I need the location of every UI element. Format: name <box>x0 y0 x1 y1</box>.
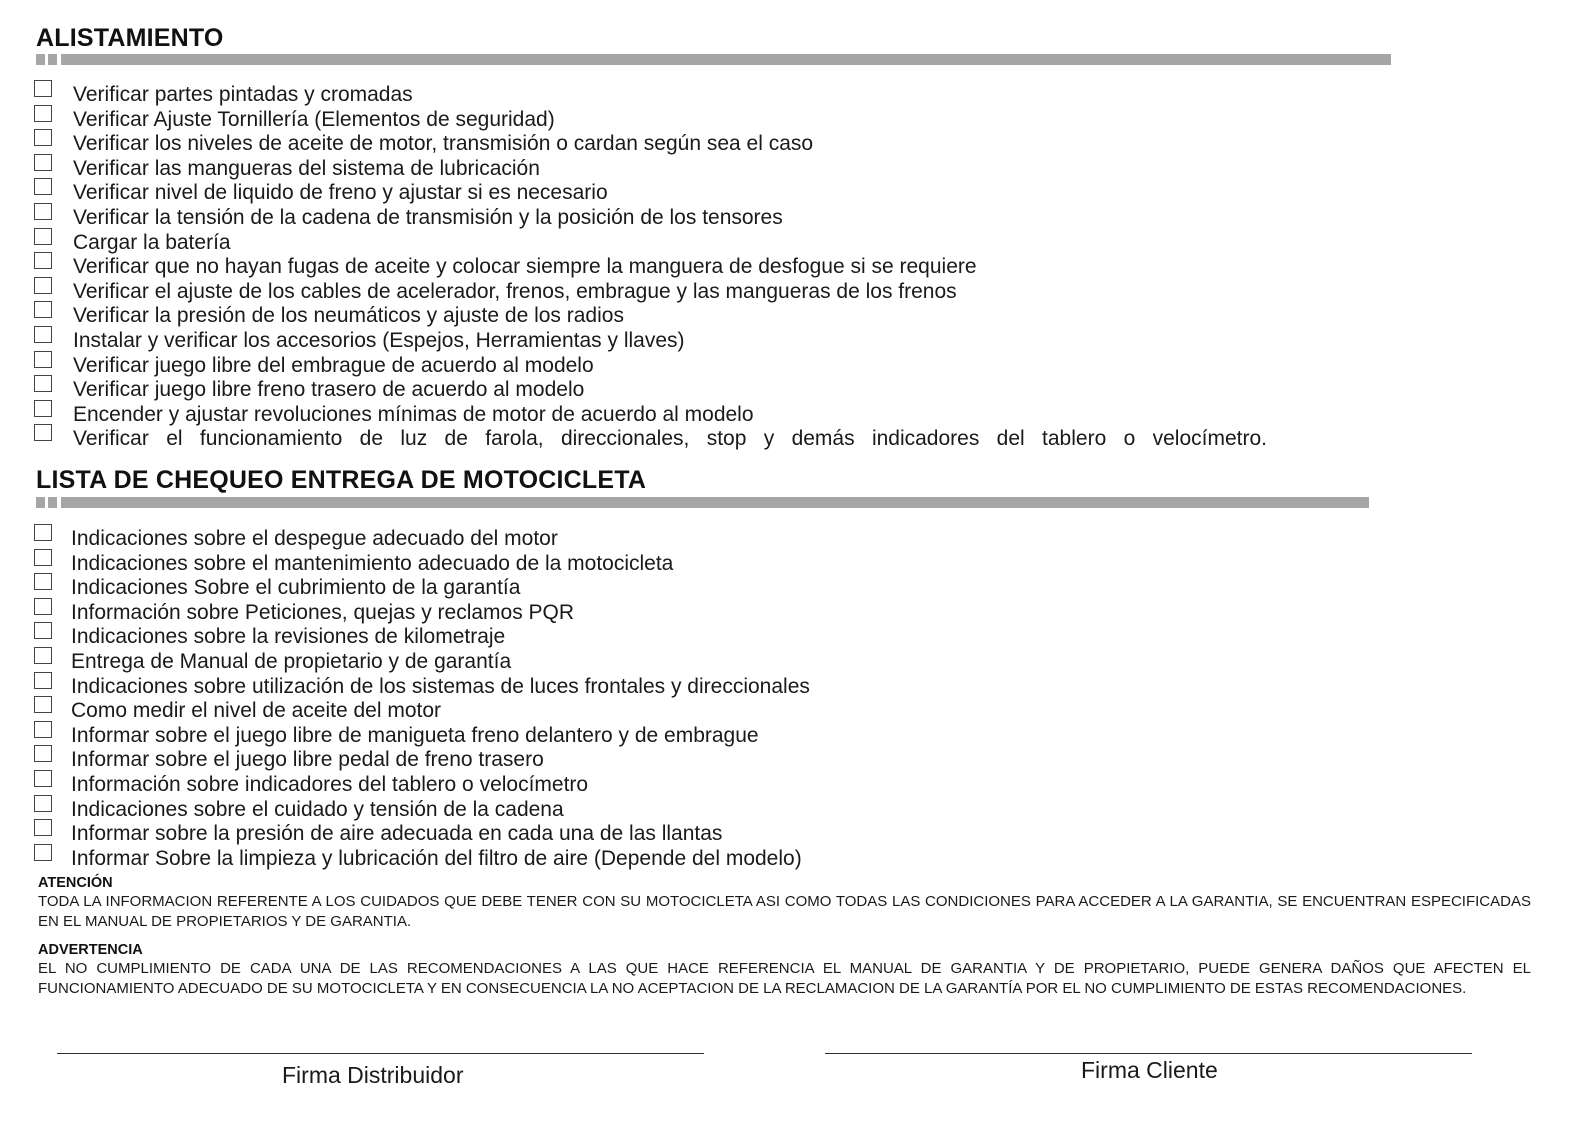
alistamiento-checkbox[interactable] <box>34 351 52 368</box>
alistamiento-checkbox[interactable] <box>34 301 52 318</box>
atencion-title: ATENCIÓN <box>38 875 113 891</box>
entrega-checkbox[interactable] <box>34 647 52 664</box>
firma-distribuidor-label: Firma Distribuidor <box>282 1062 464 1088</box>
entrega-item-label: Informar sobre el juego libre pedal de freno trasero <box>71 748 544 772</box>
entrega-item-label: Informar sobre la presión de aire adecuada en cada una de las llantas <box>71 822 723 846</box>
firma-cliente-line[interactable] <box>825 1053 1472 1054</box>
atencion-body: TODA LA INFORMACION REFERENTE A LOS CUIDADOS QUE DEBE TENER CON SU MOTOCICLETA ASI COMO TODAS LAS CONDICIONES PARA ACCEDER A LA GARANTIA, SE ENCUENTRAN ESPECIFICADAS EN EL MANUAL DE PROPIETARIOS Y DE GARANTIA. <box>38 893 1531 930</box>
entrega-item-label: Indicaciones sobre el mantenimiento adecuado de la motocicleta <box>71 551 674 575</box>
entrega-title: LISTA DE CHEQUEO ENTREGA DE MOTOCICLETA <box>36 466 647 494</box>
entrega-item-label: Información sobre Peticiones, quejas y reclamos PQR <box>71 600 575 624</box>
alistamiento-checkbox[interactable] <box>34 105 52 122</box>
entrega-checkbox[interactable] <box>34 795 52 812</box>
alistamiento-checkbox[interactable] <box>34 252 52 269</box>
entrega-checkbox[interactable] <box>34 745 52 762</box>
entrega-checkbox[interactable] <box>34 844 52 861</box>
entrega-item-label: Indicaciones sobre utilización de los sistemas de luces frontales y direccionales <box>71 674 810 698</box>
alistamiento-title: ALISTAMIENTO <box>36 24 224 52</box>
alistamiento-item-label: Verificar los niveles de aceite de motor, transmisión o cardan según sea el caso <box>73 132 814 156</box>
alistamiento-item-label: Verificar la presión de los neumáticos y ajuste de los radios <box>73 304 624 328</box>
entrega-checkbox[interactable] <box>34 770 52 787</box>
alistamiento-item-label: Verificar el funcionamiento de luz de farola, direccionales, stop y demás indicadores del tablero o velocímetro. <box>73 427 1267 451</box>
entrega-item-label: Entrega de Manual de propietario y de garantía <box>71 649 512 673</box>
entrega-item-label: Indicaciones sobre el despegue adecuado del motor <box>71 527 558 550</box>
entrega-checkbox[interactable] <box>34 819 52 836</box>
atencion-notice <box>38 874 1531 931</box>
alistamiento-checkbox[interactable] <box>34 277 52 294</box>
alistamiento-item-label: Instalar y verificar los accesorios (Espejos, Herramientas y llaves) <box>73 328 685 352</box>
alistamiento-item-label: Verificar el ajuste de los cables de acelerador, frenos, embrague y las mangueras de los frenos <box>73 279 957 303</box>
alistamiento-checkbox[interactable] <box>34 178 52 195</box>
alistamiento-title-bar <box>36 54 1391 65</box>
alistamiento-item-label: Verificar la tensión de la cadena de transmisión y la posición de los tensores <box>73 205 783 229</box>
alistamiento-item-label: Verificar partes pintadas y cromadas <box>73 83 413 106</box>
alistamiento-item-label: Verificar Ajuste Tornillería (Elementos de seguridad) <box>73 107 555 131</box>
advertencia-notice <box>38 941 1531 998</box>
entrega-checkbox[interactable] <box>34 573 52 590</box>
entrega-item-label: Informar Sobre la limpieza y lubricación del filtro de aire (Depende del modelo) <box>71 846 802 870</box>
alistamiento-checkbox[interactable] <box>34 80 52 97</box>
entrega-checkbox[interactable] <box>34 524 52 541</box>
alistamiento-checkbox[interactable] <box>34 326 52 343</box>
alistamiento-item-label: Cargar la batería <box>73 230 231 254</box>
entrega-item-label: Informar sobre el juego libre de manigueta freno delantero y de embrague <box>71 723 759 747</box>
entrega-title-bar <box>36 497 1369 508</box>
entrega-item-label: Como medir el nivel de aceite del motor <box>71 699 442 723</box>
entrega-checkbox[interactable] <box>34 721 52 738</box>
alistamiento-checkbox[interactable] <box>34 400 52 417</box>
entrega-checkbox[interactable] <box>34 598 52 615</box>
alistamiento-checkbox[interactable] <box>34 129 52 146</box>
alistamiento-item-label: Verificar nivel de liquido de freno y ajustar si es necesario <box>73 181 608 205</box>
alistamiento-checkbox[interactable] <box>34 424 52 441</box>
entrega-checkbox[interactable] <box>34 622 52 639</box>
entrega-item-label: Indicaciones sobre la revisiones de kilometraje <box>71 625 506 649</box>
alistamiento-item-label: Verificar juego libre freno trasero de acuerdo al modelo <box>73 378 585 402</box>
firma-distribuidor-line[interactable] <box>57 1053 704 1054</box>
entrega-item-label: Indicaciones sobre el cuidado y tensión de la cadena <box>71 797 564 821</box>
entrega-checkbox[interactable] <box>34 549 52 566</box>
advertencia-title: ADVERTENCIA <box>38 942 143 958</box>
alistamiento-checkbox[interactable] <box>34 375 52 392</box>
entrega-item-label: Información sobre indicadores del tablero o velocímetro <box>71 772 589 796</box>
alistamiento-item-label: Verificar las mangueras del sistema de lubricación <box>73 156 540 180</box>
alistamiento-checkbox[interactable] <box>34 154 52 171</box>
entrega-checkbox[interactable] <box>34 696 52 713</box>
alistamiento-checkbox[interactable] <box>34 228 52 245</box>
firma-cliente-label: Firma Cliente <box>1081 1057 1218 1083</box>
alistamiento-item-label: Verificar que no hayan fugas de aceite y colocar siempre la manguera de desfogue si se requiere <box>73 255 977 279</box>
alistamiento-item-label: Verificar juego libre del embrague de acuerdo al modelo <box>73 353 594 377</box>
alistamiento-checkbox[interactable] <box>34 203 52 220</box>
entrega-item-label: Indicaciones Sobre el cubrimiento de la garantía <box>71 576 521 600</box>
entrega-checkbox[interactable] <box>34 672 52 689</box>
advertencia-body: EL NO CUMPLIMIENTO DE CADA UNA DE LAS RECOMENDACIONES A LAS QUE HACE REFERENCIA EL MANUAL DE GARANTIA Y DE PROPIETARIO, PUEDE GENERA DAÑOS QUE AFECTEN EL FUNCIONAMIENTO ADECUADO DE SU MOTOCICLETA Y EN CONSECUENCIA LA NO ACEPTACION DE LA RECLAMACION DE LA GARANTÍA POR EL NO CUMPLIMIENTO DE ESTAS RECOMENDACIONES. <box>38 960 1531 997</box>
alistamiento-item-label: Encender y ajustar revoluciones mínimas de motor de acuerdo al modelo <box>73 402 754 426</box>
